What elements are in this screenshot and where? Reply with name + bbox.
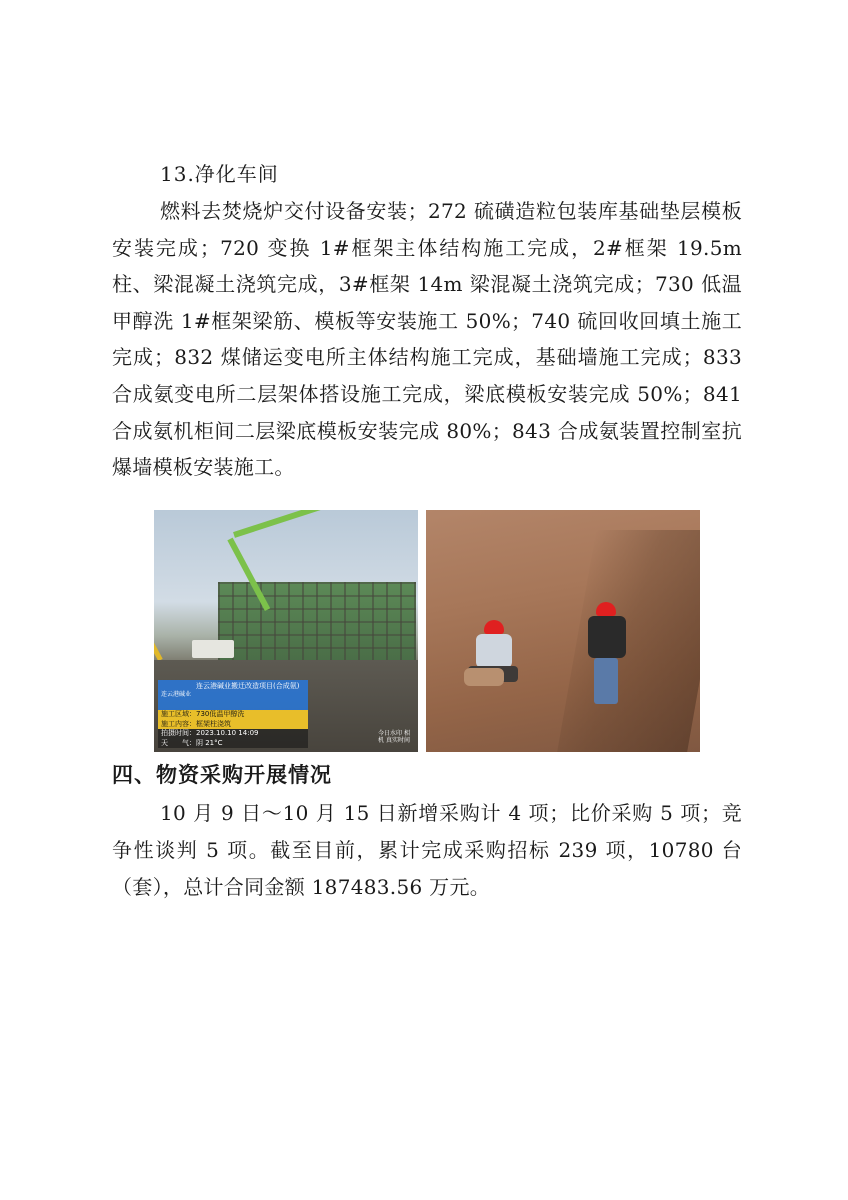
- section-title: 四、物资采购开展情况: [112, 763, 332, 787]
- crane-arm: [154, 588, 163, 661]
- watermark-weather: 天 气：阴 21°C: [158, 739, 308, 749]
- pump-truck: [192, 640, 234, 658]
- scaffolding-structure: [218, 582, 416, 662]
- section-body: 10 月 9 日～10 月 15 日新增采购计 4 项；比价采购 5 项；竞争性谈判 5 项。截至目前，累计完成采购招标 239 项，10780 台（套），总计合同金额 187483.56 万元。: [112, 801, 742, 899]
- hard-hat-icon: [484, 620, 504, 634]
- watermark-logo: 连云港碱业: [161, 691, 192, 698]
- watermark-camera-badge: 今日水印 相机 真实时间: [378, 730, 410, 744]
- watermark-area: 施工区域：730低温甲醇洗: [158, 710, 308, 720]
- watermark-time: 拍摄时间：2023.10.10 14:09: [158, 729, 308, 739]
- subsection-body: 燃料去焚烧炉交付设备安装；272 硫磺造粒包装库基础垫层模板安装完成；720 变换 1#框架主体结构施工完成，2#框架 19.5m 柱、梁混凝土浇筑完成，3#框架 14m 梁混凝土浇筑完成；730 低温甲醇洗 1#框架梁筋、模板等安装施工 50%；740 硫回收回填土施工完成；832 煤储运变电所主体结构施工完成，基础墙施工完成；833 合成氨变电所二层架体搭设施工完成，梁底模板安装完成 50%；841 合成氨机柜间二层梁底模板安装完成 80%；843 合成氨装置控制室抗爆墙模板安装施工。: [112, 199, 742, 480]
- construction-photo-soil-inspection: [426, 510, 700, 752]
- hard-hat-icon: [596, 602, 616, 616]
- watermark-content: 施工内容：框架柱浇筑: [158, 720, 308, 730]
- photo-watermark: [158, 680, 308, 748]
- soil-sample: [464, 668, 504, 686]
- excavation-trench: [556, 530, 700, 752]
- subsection-title: 13.净化车间: [160, 162, 279, 186]
- pump-truck-boom: [233, 510, 378, 538]
- watermark-title: 连云港碱业搬迁改造项目(合成氨): [196, 682, 300, 690]
- construction-photo-concrete-pouring: [154, 510, 418, 752]
